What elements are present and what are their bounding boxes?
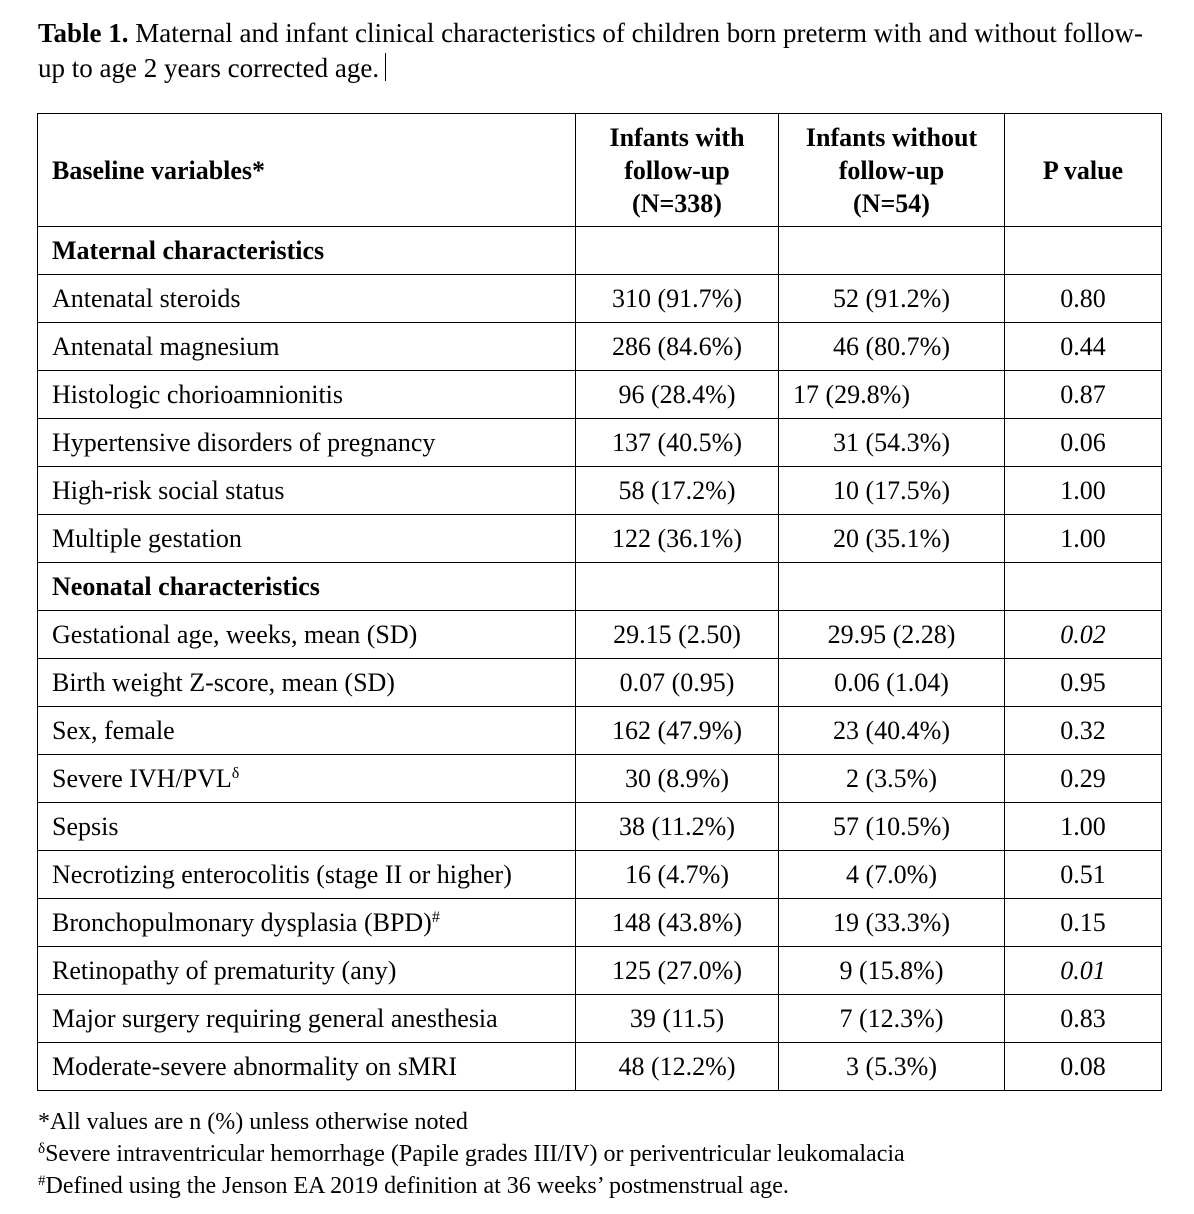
cell-with: 48 (12.2%) [576, 1043, 779, 1091]
row-label: Antenatal magnesium [38, 323, 576, 371]
table-row [38, 995, 1162, 1043]
header-row [38, 114, 1162, 227]
header-p-value: P value [1005, 114, 1162, 227]
row-label: Sex, female [38, 707, 576, 755]
table-row [38, 1043, 1162, 1091]
cell-with: 125 (27.0%) [576, 947, 779, 995]
characteristics-table [37, 113, 1162, 1091]
cell-with: 39 (11.5) [576, 995, 779, 1043]
cell-p-value: 0.95 [1005, 659, 1162, 707]
cell-with: 30 (8.9%) [576, 755, 779, 803]
table-footnotes [38, 1106, 1158, 1202]
cell-with: 148 (43.8%) [576, 899, 779, 947]
cell-p-value: 0.08 [1005, 1043, 1162, 1091]
cell-without: 57 (10.5%) [779, 803, 1005, 851]
empty-cell [1005, 227, 1162, 275]
table-row [38, 419, 1162, 467]
cell-p-value: 0.29 [1005, 755, 1162, 803]
cell-with: 96 (28.4%) [576, 371, 779, 419]
row-label: Gestational age, weeks, mean (SD) [38, 611, 576, 659]
section-title: Maternal characteristics [38, 227, 576, 275]
cell-p-value: 0.02 [1005, 611, 1162, 659]
header-line: (N=54) [853, 188, 930, 218]
cell-without: 3 (5.3%) [779, 1043, 1005, 1091]
row-label: Necrotizing enterocolitis (stage II or higher) [38, 851, 576, 899]
cell-with: 162 (47.9%) [576, 707, 779, 755]
cell-without: 31 (54.3%) [779, 419, 1005, 467]
row-label: Moderate-severe abnormality on sMRI [38, 1043, 576, 1091]
empty-cell [779, 563, 1005, 611]
table-row [38, 371, 1162, 419]
cell-without: 52 (91.2%) [779, 275, 1005, 323]
footnote-marker: δ [231, 764, 240, 782]
caption-label: Table 1. [38, 18, 129, 48]
table-row [38, 515, 1162, 563]
table-row [38, 851, 1162, 899]
cell-p-value: 0.32 [1005, 707, 1162, 755]
cell-p-value: 0.15 [1005, 899, 1162, 947]
cell-with: 0.07 (0.95) [576, 659, 779, 707]
cell-without: 46 (80.7%) [779, 323, 1005, 371]
footnote-marker: δ [38, 1141, 46, 1157]
cell-without: 20 (35.1%) [779, 515, 1005, 563]
header-line: Infants without [805, 122, 978, 152]
cell-p-value: 1.00 [1005, 515, 1162, 563]
cell-with: 38 (11.2%) [576, 803, 779, 851]
footnote-marker: # [431, 908, 440, 926]
table-row [38, 275, 1162, 323]
header-baseline-variables: Baseline variables* [38, 114, 576, 227]
text-cursor [385, 53, 386, 81]
cell-without: 0.06 (1.04) [779, 659, 1005, 707]
table-row [38, 659, 1162, 707]
footnote-text: Defined using the Jenson EA 2019 definition at 36 weeks’ postmenstrual age. [45, 1173, 789, 1199]
row-label: Histologic chorioamnionitis [38, 371, 576, 419]
cell-without: 7 (12.3%) [779, 995, 1005, 1043]
row-label: Sepsis [38, 803, 576, 851]
cell-p-value: 0.51 [1005, 851, 1162, 899]
cell-p-value: 0.83 [1005, 995, 1162, 1043]
cell-without: 17 (29.8%) [779, 371, 1005, 419]
footnote-bpd [38, 1170, 1158, 1202]
footnote-text: Severe intraventricular hemorrhage (Papile grades III/IV) or periventricular leukomalacia [45, 1141, 905, 1167]
row-label: Severe IVH/PVL [52, 763, 232, 793]
cell-without: 10 (17.5%) [779, 467, 1005, 515]
header-infants-without-follow-up [779, 114, 1005, 227]
table-row [38, 947, 1162, 995]
row-label: Antenatal steroids [38, 275, 576, 323]
row-label: Birth weight Z-score, mean (SD) [38, 659, 576, 707]
cell-without: 29.95 (2.28) [779, 611, 1005, 659]
cell-without: 2 (3.5%) [779, 755, 1005, 803]
header-line: follow-up [838, 155, 945, 185]
cell-with: 122 (36.1%) [576, 515, 779, 563]
row-label: Multiple gestation [38, 515, 576, 563]
section-title: Neonatal characteristics [38, 563, 576, 611]
empty-cell [779, 227, 1005, 275]
row-label-cell [38, 755, 576, 803]
table-row [38, 611, 1162, 659]
header-line: follow-up [624, 155, 730, 185]
header-line: Infants with [609, 122, 745, 152]
cell-without: 9 (15.8%) [779, 947, 1005, 995]
table-row [38, 467, 1162, 515]
cell-p-value: 0.06 [1005, 419, 1162, 467]
footnote-marker: # [38, 1173, 46, 1189]
table-row [38, 899, 1162, 947]
table-row [38, 707, 1162, 755]
row-label-cell [38, 899, 576, 947]
row-label: Hypertensive disorders of pregnancy [38, 419, 576, 467]
empty-cell [576, 563, 779, 611]
cell-p-value: 0.80 [1005, 275, 1162, 323]
cell-with: 137 (40.5%) [576, 419, 779, 467]
cell-p-value: 0.44 [1005, 323, 1162, 371]
footnote-all-values: *All values are n (%) unless otherwise noted [38, 1109, 468, 1135]
row-label: High-risk social status [38, 467, 576, 515]
empty-cell [1005, 563, 1162, 611]
table-caption [38, 16, 1158, 86]
cell-p-value: 0.01 [1005, 947, 1162, 995]
header-infants-with-follow-up [576, 114, 779, 227]
cell-p-value: 1.00 [1005, 803, 1162, 851]
table-row [38, 755, 1162, 803]
empty-cell [576, 227, 779, 275]
cell-without: 23 (40.4%) [779, 707, 1005, 755]
cell-with: 58 (17.2%) [576, 467, 779, 515]
row-label: Major surgery requiring general anesthesia [38, 995, 576, 1043]
table-row [38, 323, 1162, 371]
cell-without: 19 (33.3%) [779, 899, 1005, 947]
section-row-maternal [38, 227, 1162, 275]
row-label: Retinopathy of prematurity (any) [38, 947, 576, 995]
header-line: (N=338) [632, 188, 722, 218]
footnote-ivh-pvl [38, 1138, 1158, 1170]
cell-with: 16 (4.7%) [576, 851, 779, 899]
section-row-neonatal [38, 563, 1162, 611]
cell-with: 310 (91.7%) [576, 275, 779, 323]
cell-p-value: 0.87 [1005, 371, 1162, 419]
row-label: Bronchopulmonary dysplasia (BPD) [52, 907, 432, 937]
cell-p-value: 1.00 [1005, 467, 1162, 515]
cell-with: 29.15 (2.50) [576, 611, 779, 659]
table-row [38, 803, 1162, 851]
caption-text: Maternal and infant clinical characteristics of children born preterm with and without follow-up to age 2 years corrected age. [38, 18, 1143, 83]
cell-without: 4 (7.0%) [779, 851, 1005, 899]
cell-with: 286 (84.6%) [576, 323, 779, 371]
